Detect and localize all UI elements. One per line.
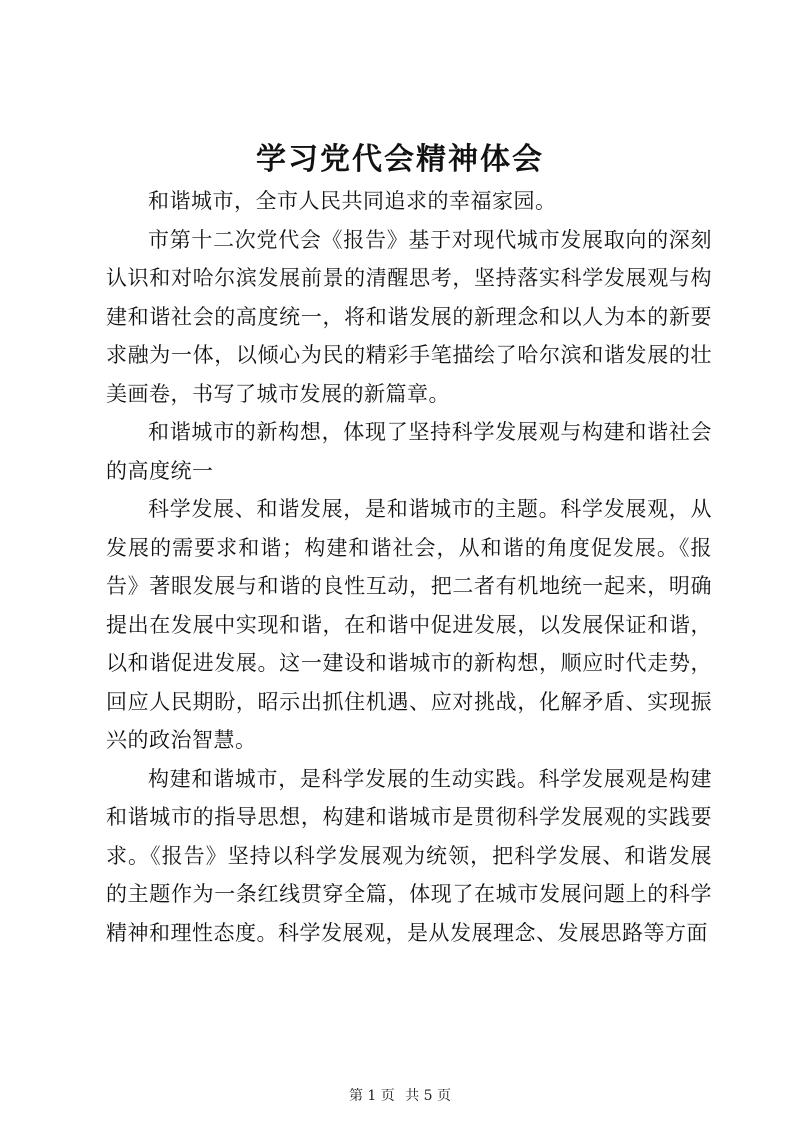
page-number: 第 1 页 bbox=[348, 1088, 395, 1104]
paragraph-1: 和谐城市，全市人民共同追求的幸福家园。 bbox=[148, 189, 557, 213]
document-title: 学习党代会精神体会 bbox=[256, 142, 544, 177]
paragraph-4: 科学发展、和谐发展，是和谐城市的主题。科学发展观，从发展的需要求和谐；构建和谐社会，从和谐的角度促发展。《报告》著眼发展与和谐的良性互动，把二者有机地统一起来，明确提出在发展中实现和谐，在和谐中促进发展，以发展保证和谐，以和谐促进发展。这一建设和谐城市的新构想，顺应时代走势，回应人民期盼，昭示出抓住机遇、应对挑战，化解矛盾、实现振兴的政治智慧。 bbox=[106, 497, 712, 752]
paragraph-2: 市第十二次党代会《报告》基于对现代城市发展取向的深刻认识和对哈尔滨发展前景的清醒思考，坚持落实科学发展观与构建和谐社会的高度统一，将和谐发展的新理念和以人为本的新要求融为一体，以倾心为民的精彩手笔描绘了哈尔滨和谐发展的壮美画卷，书写了城市发展的新篇章。 bbox=[106, 227, 712, 406]
paragraph-3: 和谐城市的新构想，体现了坚持科学发展观与构建和谐社会的高度统一 bbox=[106, 420, 712, 483]
document-body bbox=[106, 182, 712, 952]
page-footer bbox=[0, 1086, 800, 1106]
page-total: 共 5 页 bbox=[405, 1088, 452, 1104]
paragraph-5: 构建和谐城市，是科学发展的生动实践。科学发展观是构建和谐城市的指导思想，构建和谐城市是贯彻科学发展观的实践要求。《报告》坚持以科学发展观为统领，把科学发展、和谐发展的主题作为一条红线贯穿全篇，体现了在城市发展问题上的科学精神和理性态度。科学发展观，是从发展理念、发展思路等方面 bbox=[106, 766, 712, 945]
